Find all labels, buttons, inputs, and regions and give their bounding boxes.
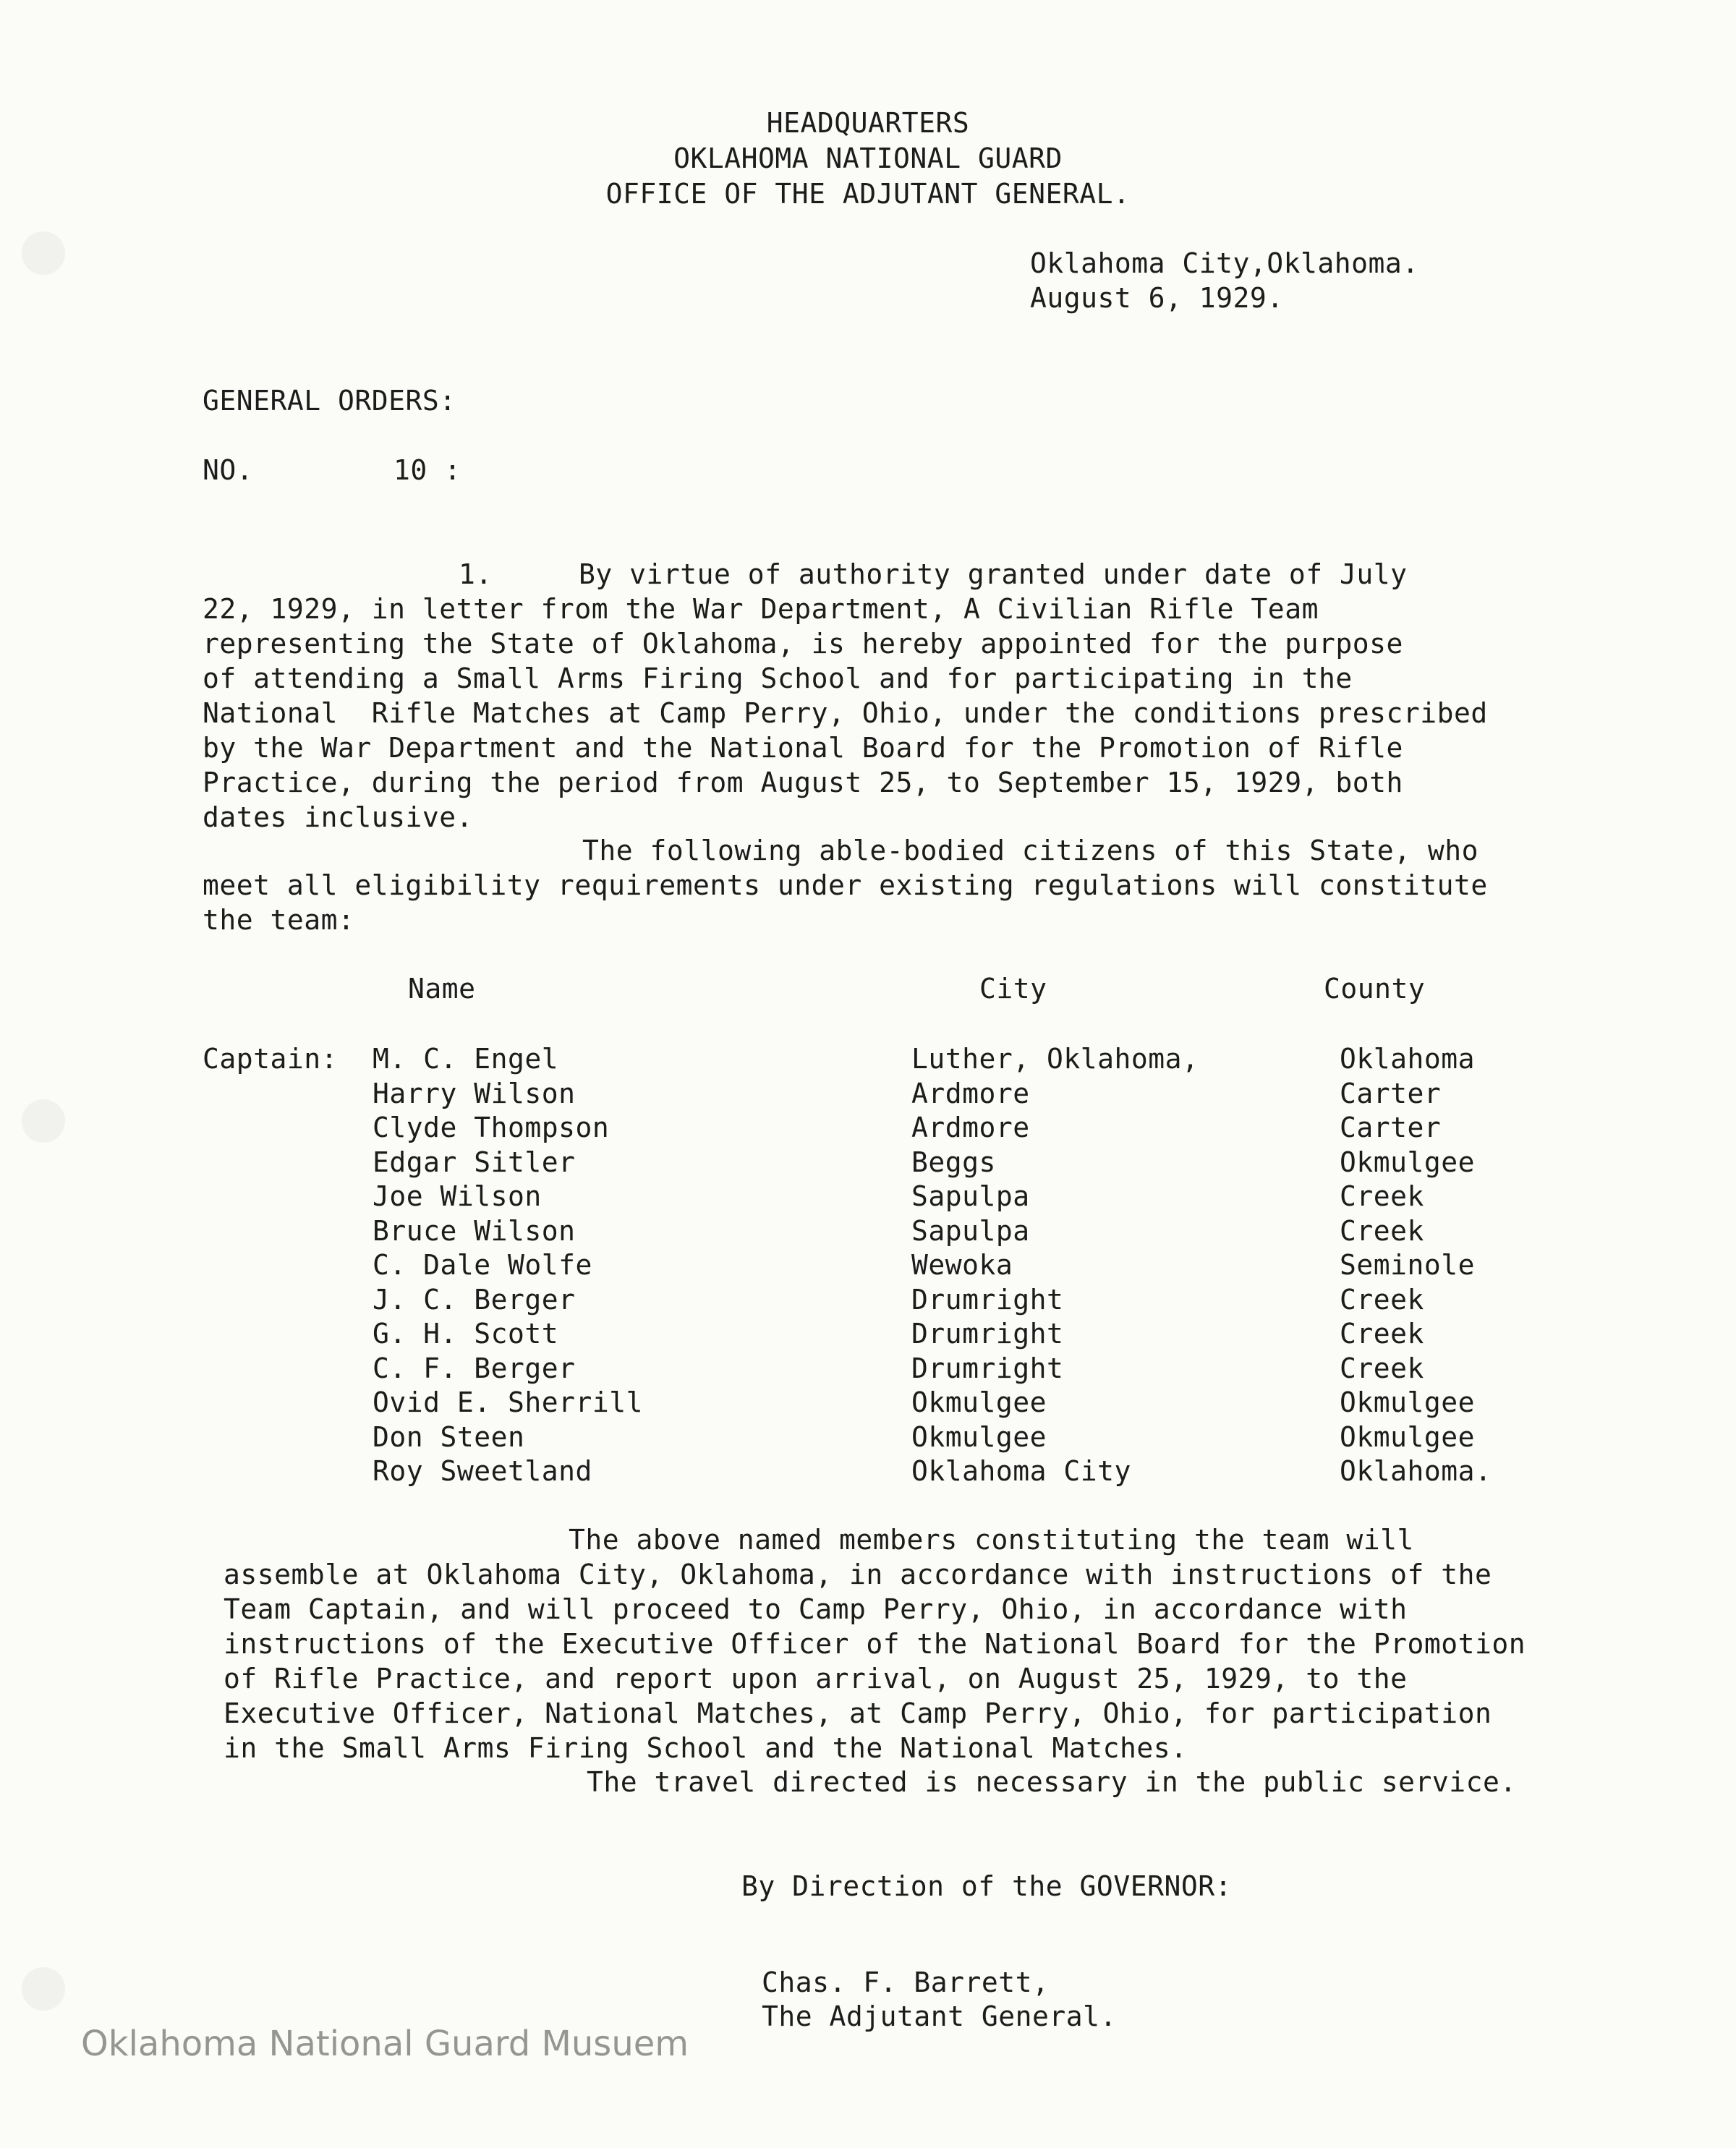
text-line: dates inclusive. bbox=[203, 801, 474, 833]
cell-city: Beggs bbox=[911, 1146, 996, 1178]
text-line: instructions of the Executive Officer of the National Board for the Promotion bbox=[224, 1628, 1526, 1660]
cell-county: Oklahoma bbox=[1340, 1043, 1476, 1075]
cell-city: Ardmore bbox=[911, 1112, 1030, 1143]
text-line: in the Small Arms Firing School and the National Matches. bbox=[224, 1732, 1188, 1764]
text-line: of attending a Small Arms Firing School and for participating in the bbox=[203, 662, 1353, 694]
cell-name: Edgar Sitler bbox=[373, 1146, 576, 1178]
cell-county: Creek bbox=[1340, 1214, 1424, 1247]
cell-county: Creek bbox=[1340, 1352, 1424, 1384]
header-name: Name bbox=[408, 973, 476, 1005]
cell-county: Okmulgee bbox=[1340, 1386, 1476, 1418]
signer-name: Chas. F. Barrett, bbox=[762, 1966, 1050, 1998]
text-line: representing the State of Oklahoma, is hereby appointed for the purpose bbox=[203, 628, 1403, 660]
cell-county: Okmulgee bbox=[1340, 1146, 1476, 1178]
cell-name: C. Dale Wolfe bbox=[373, 1249, 592, 1281]
signer-title: The Adjutant General. bbox=[762, 2000, 1117, 2032]
cell-name: Clyde Thompson bbox=[373, 1112, 610, 1143]
punch-hole bbox=[22, 1967, 65, 2011]
paragraph2-first-line: The following able-bodied citizens of this State, who bbox=[582, 835, 1479, 866]
cell-name: Joe Wilson bbox=[373, 1180, 542, 1212]
cell-city: Oklahoma City bbox=[911, 1455, 1131, 1487]
text-line: Executive Officer, National Matches, at Camp Perry, Ohio, for participation bbox=[224, 1697, 1492, 1729]
cell-county: Oklahoma. bbox=[1340, 1455, 1492, 1487]
cell-name: G. H. Scott bbox=[373, 1318, 559, 1350]
cell-name: Don Steen bbox=[373, 1420, 525, 1453]
direction-line: By Direction of the GOVERNOR: bbox=[741, 1870, 1232, 1902]
cell-city: Okmulgee bbox=[911, 1386, 1047, 1418]
paragraph1-first-line: By virtue of authority granted under date of July bbox=[579, 558, 1408, 590]
orders-label: GENERAL ORDERS: bbox=[203, 385, 456, 417]
header-line-2: OKLAHOMA NATIONAL GUARD bbox=[673, 142, 1063, 174]
paragraph3-first-line: The above named members constituting the team will bbox=[569, 1524, 1414, 1556]
cell-city: Sapulpa bbox=[911, 1214, 1030, 1247]
cell-name: Harry Wilson bbox=[373, 1077, 576, 1109]
paragraph-number: 1. bbox=[459, 558, 493, 590]
cell-name: C. F. Berger bbox=[373, 1352, 576, 1384]
header-line-1: HEADQUARTERS bbox=[766, 107, 970, 139]
text-line: 22, 1929, in letter from the War Department, A Civilian Rifle Team bbox=[203, 593, 1319, 625]
cell-name: J. C. Berger bbox=[373, 1283, 576, 1316]
cell-county: Okmulgee bbox=[1340, 1420, 1476, 1453]
captain-label: Captain: bbox=[203, 1043, 339, 1075]
text-line: of Rifle Practice, and report upon arrival, on August 25, 1929, to the bbox=[224, 1663, 1408, 1695]
text-line: National Rifle Matches at Camp Perry, Ohio, under the conditions prescribed bbox=[203, 697, 1488, 729]
date: August 6, 1929. bbox=[1030, 282, 1284, 314]
cell-city: Okmulgee bbox=[911, 1420, 1047, 1453]
cell-county: Creek bbox=[1340, 1180, 1424, 1212]
text-line: meet all eligibility requirements under existing regulations will constitute bbox=[203, 869, 1488, 901]
punch-hole bbox=[22, 1099, 65, 1143]
cell-name: Bruce Wilson bbox=[373, 1214, 576, 1247]
number-value: 10 : bbox=[393, 454, 461, 486]
cell-name: M. C. Engel bbox=[373, 1043, 559, 1075]
text-line: Team Captain, and will proceed to Camp Perry, Ohio, in accordance with bbox=[224, 1593, 1408, 1625]
cell-name: Ovid E. Sherrill bbox=[373, 1386, 644, 1418]
cell-city: Drumright bbox=[911, 1318, 1064, 1350]
text-line: by the War Department and the National Board for the Promotion of Rifle bbox=[203, 732, 1403, 764]
cell-city: Drumright bbox=[911, 1283, 1064, 1316]
punch-hole bbox=[22, 231, 65, 275]
watermark: Oklahoma National Guard Musuem bbox=[81, 2024, 689, 2064]
travel-line: The travel directed is necessary in the public service. bbox=[587, 1766, 1517, 1798]
place: Oklahoma City,Oklahoma. bbox=[1030, 247, 1419, 279]
number-label: NO. bbox=[203, 454, 254, 486]
cell-city: Luther, Oklahoma, bbox=[911, 1043, 1199, 1075]
cell-city: Wewoka bbox=[911, 1249, 1013, 1281]
text-line: Practice, during the period from August 25, to September 15, 1929, both bbox=[203, 767, 1403, 798]
header-city: City bbox=[979, 973, 1047, 1005]
header-county: County bbox=[1324, 973, 1426, 1005]
cell-county: Carter bbox=[1340, 1077, 1442, 1109]
cell-name: Roy Sweetland bbox=[373, 1455, 592, 1487]
cell-county: Creek bbox=[1340, 1318, 1424, 1350]
cell-city: Drumright bbox=[911, 1352, 1064, 1384]
cell-city: Ardmore bbox=[911, 1077, 1030, 1109]
cell-county: Creek bbox=[1340, 1283, 1424, 1316]
cell-county: Seminole bbox=[1340, 1249, 1476, 1281]
cell-county: Carter bbox=[1340, 1112, 1442, 1143]
cell-city: Sapulpa bbox=[911, 1180, 1030, 1212]
header-line-3: OFFICE OF THE ADJUTANT GENERAL. bbox=[605, 178, 1131, 210]
text-line: the team: bbox=[203, 904, 355, 936]
text-line: assemble at Oklahoma City, Oklahoma, in accordance with instructions of the bbox=[224, 1559, 1492, 1590]
